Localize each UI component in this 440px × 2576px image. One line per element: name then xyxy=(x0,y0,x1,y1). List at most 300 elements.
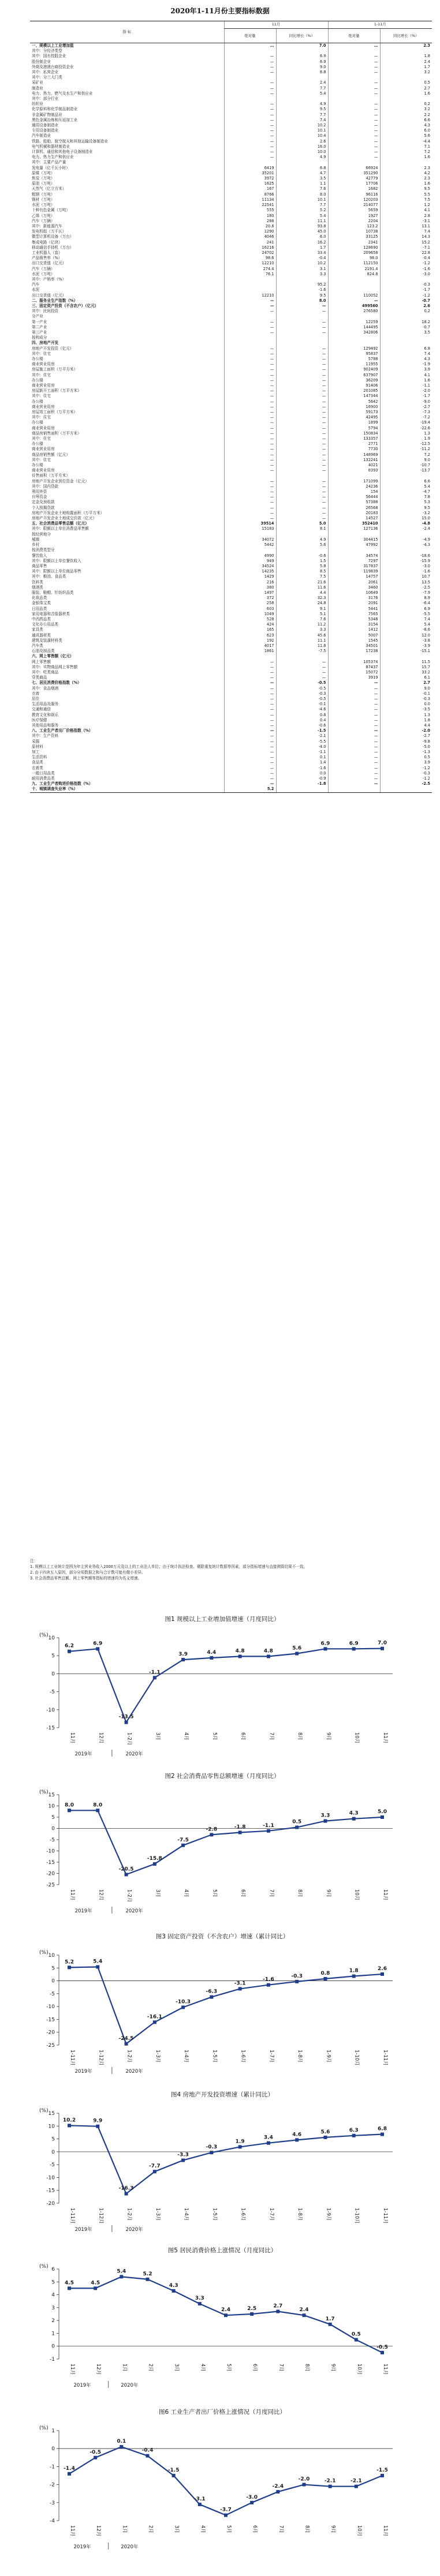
row-value-u2: 7.6 xyxy=(276,617,328,622)
row-label: 出口交货值（亿元） xyxy=(32,293,66,298)
row-label: 衣着 xyxy=(32,691,40,696)
row-value-c1 xyxy=(328,532,380,537)
row-value-u1: — xyxy=(224,479,276,484)
row-value-c1: — xyxy=(328,728,380,733)
table-row xyxy=(30,733,432,739)
y-tick-label: 2 xyxy=(51,2318,55,2324)
row-value-c1: 112150 xyxy=(328,261,380,266)
table-row xyxy=(30,86,432,91)
x-tick-label: 9月 xyxy=(325,1889,331,1897)
row-value-c2: -2.5 xyxy=(380,585,432,590)
data-point xyxy=(210,2151,213,2154)
row-value-c2 xyxy=(380,532,432,537)
table-row xyxy=(30,463,432,468)
row-value-c1: 16900 xyxy=(328,405,380,410)
row-value-c1: — xyxy=(328,144,380,149)
row-value-u1: 39514 xyxy=(224,521,276,526)
row-value-c2: 15.2 xyxy=(380,240,432,245)
data-label: -16.1 xyxy=(147,2014,162,2020)
table-row xyxy=(30,633,432,638)
table-row xyxy=(30,606,432,612)
data-point xyxy=(355,2338,358,2342)
table-row xyxy=(30,680,432,686)
row-value-u1: — xyxy=(224,665,276,670)
x-tick-label: 1-4月 xyxy=(183,2208,189,2221)
y-tick-label: -5 xyxy=(50,1837,55,1843)
row-value-u2: — xyxy=(276,489,328,495)
row-label: 乡村 xyxy=(32,542,40,548)
row-value-u2: -0.5 xyxy=(276,686,328,691)
row-value-u2: -0.6 xyxy=(276,553,328,559)
row-label: 七、居民消费价格指数（%） xyxy=(32,680,81,686)
row-value-c2: -19.4 xyxy=(380,420,432,425)
row-value-c2: -7.2 xyxy=(380,415,432,420)
row-label: 办公楼 xyxy=(32,441,43,447)
data-label: 3.3 xyxy=(320,1813,330,1819)
row-label: 文化办公用品类 xyxy=(32,622,59,627)
row-value-c1: 5659 xyxy=(328,208,380,213)
row-value-u2: — xyxy=(276,325,328,330)
data-label: -3.0 xyxy=(246,2494,258,2500)
data-point xyxy=(352,1647,356,1650)
row-value-c2: 3.2 xyxy=(380,70,432,75)
row-label: 采掘 xyxy=(32,739,40,744)
table-row xyxy=(30,261,432,266)
table-row xyxy=(30,43,432,49)
table-row xyxy=(30,559,432,564)
row-value-c2: -1.7 xyxy=(380,287,432,293)
row-value-c1: 2191.4 xyxy=(328,267,380,272)
row-value-c1: 304415 xyxy=(328,537,380,542)
row-label: 发电量（亿千瓦小时） xyxy=(32,165,70,170)
row-value-u1: — xyxy=(224,691,276,697)
y-tick-label: 0 xyxy=(51,2149,55,2155)
row-label: 商业营业用房 xyxy=(32,425,55,430)
row-value-u2: -0.5 xyxy=(276,680,328,686)
table-row xyxy=(30,80,432,85)
row-value-c1 xyxy=(328,75,380,80)
data-label: 8.0 xyxy=(93,1802,103,1809)
row-value-c2: -2.4 xyxy=(380,526,432,531)
data-label: -1.4 xyxy=(64,2465,75,2472)
row-value-c2: 1.6 xyxy=(380,155,432,160)
x-tick-label: 9月 xyxy=(330,2525,336,2533)
row-label: 专用设备制造业 xyxy=(32,128,59,133)
row-value-c1: 105374 xyxy=(328,660,380,665)
row-value-c2: 9.0 xyxy=(380,458,432,463)
row-label: 商业营业用房 xyxy=(32,447,55,452)
row-label: 建筑及装潢材料类 xyxy=(32,638,62,643)
row-value-c1: 148969 xyxy=(328,452,380,458)
row-value-u2 xyxy=(276,314,328,319)
y-tick-label: 6 xyxy=(51,2267,55,2272)
row-label: 其中：粮油、食品类 xyxy=(32,574,66,579)
row-label: 汽车（万辆） xyxy=(32,218,55,223)
data-label: -2.4 xyxy=(272,2484,284,2490)
row-label: 自筹资金 xyxy=(32,495,47,500)
row-value-c2: 4.1 xyxy=(380,373,432,378)
row-value-u1: — xyxy=(224,144,276,149)
row-value-c2: 7.4 xyxy=(380,617,432,622)
row-value-c2: 1.2 xyxy=(380,203,432,208)
row-value-u2: — xyxy=(276,320,328,325)
row-value-c2: 1.9 xyxy=(380,436,432,441)
data-label: 5.2 xyxy=(143,2271,152,2277)
header-yoy-2: 同比增长（%） xyxy=(380,29,432,43)
table-row xyxy=(30,166,432,171)
data-point xyxy=(68,1650,71,1653)
row-value-c1: 34574 xyxy=(328,553,380,559)
row-label: 九、工业生产者购进价格指数（%） xyxy=(32,781,93,787)
series-line xyxy=(69,1967,382,2044)
row-value-c2: -4.3 xyxy=(380,542,432,548)
row-value-c1: — xyxy=(328,54,380,59)
data-point xyxy=(68,2286,71,2290)
row-value-c2: 2.4 xyxy=(380,59,432,65)
row-value-c1: — xyxy=(328,697,380,702)
row-value-c2: 4.3 xyxy=(380,123,432,128)
row-value-c1: 209658 xyxy=(328,250,380,256)
row-label: 金银珠宝类 xyxy=(32,601,51,606)
table-row xyxy=(30,452,432,458)
row-label: 按消费类型分 xyxy=(32,548,55,553)
row-value-u1: 1429 xyxy=(224,574,276,579)
row-value-u1: 11134 xyxy=(224,197,276,203)
header-abs-2: 绝对量 xyxy=(328,29,380,43)
table-row xyxy=(30,113,432,118)
data-point xyxy=(352,1975,356,1978)
data-label: -1.5 xyxy=(376,2468,388,2473)
row-value-u2: 6.8 xyxy=(276,166,328,171)
row-value-u2: — xyxy=(276,665,328,670)
table-row xyxy=(30,256,432,261)
table-row xyxy=(30,526,432,531)
row-value-u1: 603 xyxy=(224,606,276,612)
data-point xyxy=(267,1983,270,1987)
row-value-c1: — xyxy=(328,80,380,85)
row-value-u2: 10.1 xyxy=(276,197,328,203)
row-label: 原材料 xyxy=(32,744,43,749)
table-row xyxy=(30,739,432,744)
row-value-u1: 5.2 xyxy=(224,787,276,792)
row-value-c2: -8.6 xyxy=(380,627,432,632)
x-tick-label: 3月 xyxy=(154,1732,161,1740)
table-row xyxy=(30,405,432,410)
chart-plot xyxy=(23,2423,422,2549)
row-value-c1: 91406 xyxy=(328,383,380,388)
row-value-u2: 6.8 xyxy=(276,70,328,75)
row-value-u1: — xyxy=(224,739,276,744)
data-point xyxy=(68,2472,71,2476)
table-row xyxy=(30,479,432,484)
row-value-c1: 8393 xyxy=(328,468,380,473)
row-value-u1: — xyxy=(224,399,276,405)
row-label: 黑色金属冶炼和压延加工业 xyxy=(32,117,78,122)
chart-plot xyxy=(23,1630,422,1757)
data-label: -20.5 xyxy=(118,1866,134,1873)
row-label: 穿类商品 xyxy=(32,675,47,680)
row-value-u2: 45.0 xyxy=(276,229,328,234)
row-value-u1: 288 xyxy=(224,219,276,224)
row-value-c2: 1.6 xyxy=(380,91,432,96)
row-value-u2: 11.2 xyxy=(276,622,328,627)
row-value-c1: — xyxy=(328,128,380,133)
year-label: 2020年 xyxy=(125,1751,143,1757)
table-row xyxy=(30,65,432,70)
x-tick-label: 6月 xyxy=(240,1889,246,1897)
row-value-c2: 7.5 xyxy=(380,197,432,203)
row-value-u1 xyxy=(224,340,276,346)
y-tick-label: -10 xyxy=(46,2175,55,2181)
row-value-u1: — xyxy=(224,298,276,304)
row-value-u2 xyxy=(276,473,328,478)
data-point xyxy=(267,2141,270,2145)
row-value-c1 xyxy=(328,473,380,478)
row-value-u2: -5.5 xyxy=(276,739,328,744)
table-row xyxy=(30,378,432,383)
row-label: 五、社会消费品零售总额（亿元） xyxy=(32,521,89,526)
data-label: -0.4 xyxy=(141,2447,154,2454)
data-point xyxy=(146,2278,150,2281)
x-tick-label: 11月 xyxy=(69,2364,75,2375)
row-label: 其中：住宅 xyxy=(32,436,51,441)
row-value-c2: 22.8 xyxy=(380,250,432,256)
row-value-u1: 372 xyxy=(224,596,276,601)
data-label: 6.9 xyxy=(93,1641,103,1647)
row-value-u2: — xyxy=(276,500,328,505)
row-value-u1: 4046 xyxy=(224,234,276,239)
row-value-c1: 36209 xyxy=(328,378,380,383)
row-value-c1: — xyxy=(328,713,380,718)
row-value-c1: 120203 xyxy=(328,197,380,203)
table-row xyxy=(30,298,432,304)
table-row xyxy=(30,500,432,505)
row-label: 原煤（万吨） xyxy=(32,170,55,175)
row-value-u1: — xyxy=(224,59,276,65)
row-label: 房屋竣工面积（万平方米） xyxy=(32,410,78,415)
row-value-u1: — xyxy=(224,489,276,495)
row-value-u2: 6.9 xyxy=(276,59,328,65)
y-tick-label: -4 xyxy=(50,2518,55,2524)
row-value-c1: 154 xyxy=(328,489,380,495)
row-value-c1: 12259 xyxy=(328,320,380,325)
row-label: 房地产开发投资（亿元） xyxy=(32,346,74,351)
table-row xyxy=(30,373,432,378)
row-label: 其中：生产资料 xyxy=(32,733,59,739)
row-value-u1: 14235 xyxy=(224,569,276,574)
row-value-c1 xyxy=(328,287,380,293)
y-axis-label: (%) xyxy=(39,1633,49,1638)
row-value-c2: -1.7 xyxy=(380,394,432,399)
row-value-u2: — xyxy=(276,410,328,415)
data-label: -3.1 xyxy=(234,1980,246,1987)
row-value-u2 xyxy=(276,335,328,340)
row-value-c1: 1682 xyxy=(328,186,380,192)
data-label: 2.5 xyxy=(247,2306,257,2312)
table-row xyxy=(30,219,432,224)
row-label: 非金属矿物制品业 xyxy=(32,112,62,117)
row-label: 三、固定资产投资（不含农户）（亿元） xyxy=(32,303,99,308)
row-label: 加工 xyxy=(32,750,40,755)
x-tick-label: 1-2月 xyxy=(126,1732,132,1746)
row-value-u1: — xyxy=(224,500,276,505)
row-value-u1 xyxy=(224,282,276,287)
row-value-u2: 95.2 xyxy=(276,282,328,287)
row-label: 钢材（万吨） xyxy=(32,197,55,202)
year-label: 2019年 xyxy=(74,2227,92,2232)
row-value-c1: 42779 xyxy=(328,176,380,181)
table-row xyxy=(30,776,432,781)
row-value-c2: -1.6 xyxy=(380,267,432,272)
row-value-c2: 1.7 xyxy=(380,65,432,70)
row-value-c2: -3.5 xyxy=(380,707,432,712)
row-value-c1: — xyxy=(328,733,380,739)
table-row xyxy=(30,330,432,335)
table-row xyxy=(30,245,432,250)
row-value-u1: 98.6 xyxy=(224,256,276,261)
chart-plot xyxy=(23,1947,422,2074)
row-value-u1: — xyxy=(224,346,276,351)
row-label: 其中：新能源汽车 xyxy=(32,223,62,229)
table-row xyxy=(30,622,432,627)
table-row xyxy=(30,436,432,441)
row-value-c2 xyxy=(380,160,432,165)
row-value-u2: 9.5 xyxy=(276,293,328,298)
data-point xyxy=(125,2192,128,2196)
note-line: 注： xyxy=(30,1559,38,1563)
row-value-c2: 13.1 xyxy=(380,224,432,229)
row-value-u2: — xyxy=(276,431,328,436)
row-value-c2: -7.9 xyxy=(380,590,432,596)
table-row xyxy=(30,458,432,463)
chart-title: 图1 规模以上工业增加值增速（月度同比） xyxy=(165,1616,280,1623)
row-value-u2: — xyxy=(276,415,328,420)
row-label: 房屋施工面积（万平方米） xyxy=(32,367,78,372)
row-value-c2 xyxy=(380,75,432,80)
row-value-c1: 351290 xyxy=(328,171,380,176)
row-value-c1: 14527 xyxy=(328,516,380,521)
data-point xyxy=(295,2138,299,2141)
data-point xyxy=(303,2483,306,2487)
y-tick-label: 10 xyxy=(48,2124,55,2130)
data-point xyxy=(303,2313,306,2317)
row-label: 食品类 xyxy=(32,760,43,765)
row-value-u1: — xyxy=(224,506,276,511)
row-value-u2: 5.1 xyxy=(276,612,328,617)
table-row xyxy=(30,643,432,649)
data-label: 7.0 xyxy=(378,1640,387,1646)
row-value-c1: 352410 xyxy=(328,521,380,526)
row-value-c1: 276580 xyxy=(328,309,380,314)
row-value-c2: -13.7 xyxy=(380,468,432,473)
row-value-u1 xyxy=(224,654,276,659)
table-row xyxy=(30,133,432,138)
row-value-c2: 1.8 xyxy=(380,54,432,59)
row-value-u1: — xyxy=(224,378,276,383)
row-value-c2 xyxy=(380,548,432,553)
row-value-c2: 7.4 xyxy=(380,351,432,357)
row-value-c1: — xyxy=(328,686,380,691)
row-value-c2: -2.7 xyxy=(380,405,432,410)
y-tick-label: 4 xyxy=(51,2292,55,2298)
row-value-c2: 1.3 xyxy=(380,431,432,436)
row-value-u1: — xyxy=(224,452,276,458)
row-value-c1: 3919 xyxy=(328,675,380,680)
table-row xyxy=(30,293,432,298)
table-row xyxy=(30,214,432,219)
row-value-c2: -3.9 xyxy=(380,643,432,649)
row-value-c2: -6.4 xyxy=(380,601,432,606)
row-value-u1: — xyxy=(224,718,276,723)
row-label: 四、房地产开发 xyxy=(32,340,59,346)
row-value-u1: 12210 xyxy=(224,261,276,266)
row-label: 办公楼 xyxy=(32,463,43,468)
y-tick-label: -5 xyxy=(50,1689,55,1695)
row-value-c2: -3.1 xyxy=(380,219,432,224)
table-row xyxy=(30,553,432,559)
row-value-c2: -4.8 xyxy=(380,521,432,526)
row-value-u1: — xyxy=(224,755,276,760)
row-value-c1: 317837 xyxy=(328,564,380,569)
row-value-c2: 9.5 xyxy=(380,506,432,511)
row-value-u1: — xyxy=(224,383,276,388)
series-line xyxy=(69,1649,382,1723)
row-value-u1: 216 xyxy=(224,580,276,585)
row-value-c1: 3176 xyxy=(328,596,380,601)
row-value-u1: — xyxy=(224,680,276,686)
row-value-u1: — xyxy=(224,351,276,357)
x-tick-label: 7月 xyxy=(278,2525,284,2533)
row-value-c2: 13.5 xyxy=(380,580,432,585)
row-value-c2: -4.7 xyxy=(380,489,432,495)
row-value-u1: 4990 xyxy=(224,553,276,559)
row-value-c2: 5.4 xyxy=(380,484,432,489)
row-value-u2 xyxy=(276,340,328,346)
table-row xyxy=(30,309,432,314)
row-value-c1: 2204 xyxy=(328,219,380,224)
row-value-c2: -3.0 xyxy=(380,564,432,569)
row-value-c1: — xyxy=(328,70,380,75)
table-row xyxy=(30,229,432,234)
row-value-c1 xyxy=(328,654,380,659)
table-row xyxy=(30,728,432,733)
chart-title: 图3 固定资产投资（不含农户）增速（累计同比） xyxy=(155,1933,289,1940)
table-row xyxy=(30,691,432,697)
row-value-c2: 15.7 xyxy=(380,665,432,670)
year-label: 2019年 xyxy=(74,2069,92,2074)
table-row xyxy=(30,224,432,229)
data-label: -13.5 xyxy=(118,1714,134,1720)
data-label: -3.3 xyxy=(177,2152,189,2158)
x-tick-label: 10月 xyxy=(353,1889,360,1901)
data-label: 5.4 xyxy=(93,1959,103,1965)
y-tick-label: 0 xyxy=(51,1978,55,1985)
row-value-u1: — xyxy=(224,776,276,781)
row-label: 制造业 xyxy=(32,85,43,91)
table-row xyxy=(30,75,432,80)
row-label: 家用电器和音像器材类 xyxy=(32,611,70,616)
table-row xyxy=(30,532,432,537)
data-point xyxy=(381,2351,384,2354)
row-value-c1: 17706 xyxy=(328,181,380,186)
table-row xyxy=(30,70,432,75)
row-value-c1: 98.0 xyxy=(328,256,380,261)
row-value-c1: 123.2 xyxy=(328,224,380,229)
row-value-u2: — xyxy=(276,378,328,383)
row-value-c2: 6.8 xyxy=(380,346,432,351)
row-label: 股份制企业 xyxy=(32,59,51,64)
data-label: -2.1 xyxy=(324,2478,336,2484)
